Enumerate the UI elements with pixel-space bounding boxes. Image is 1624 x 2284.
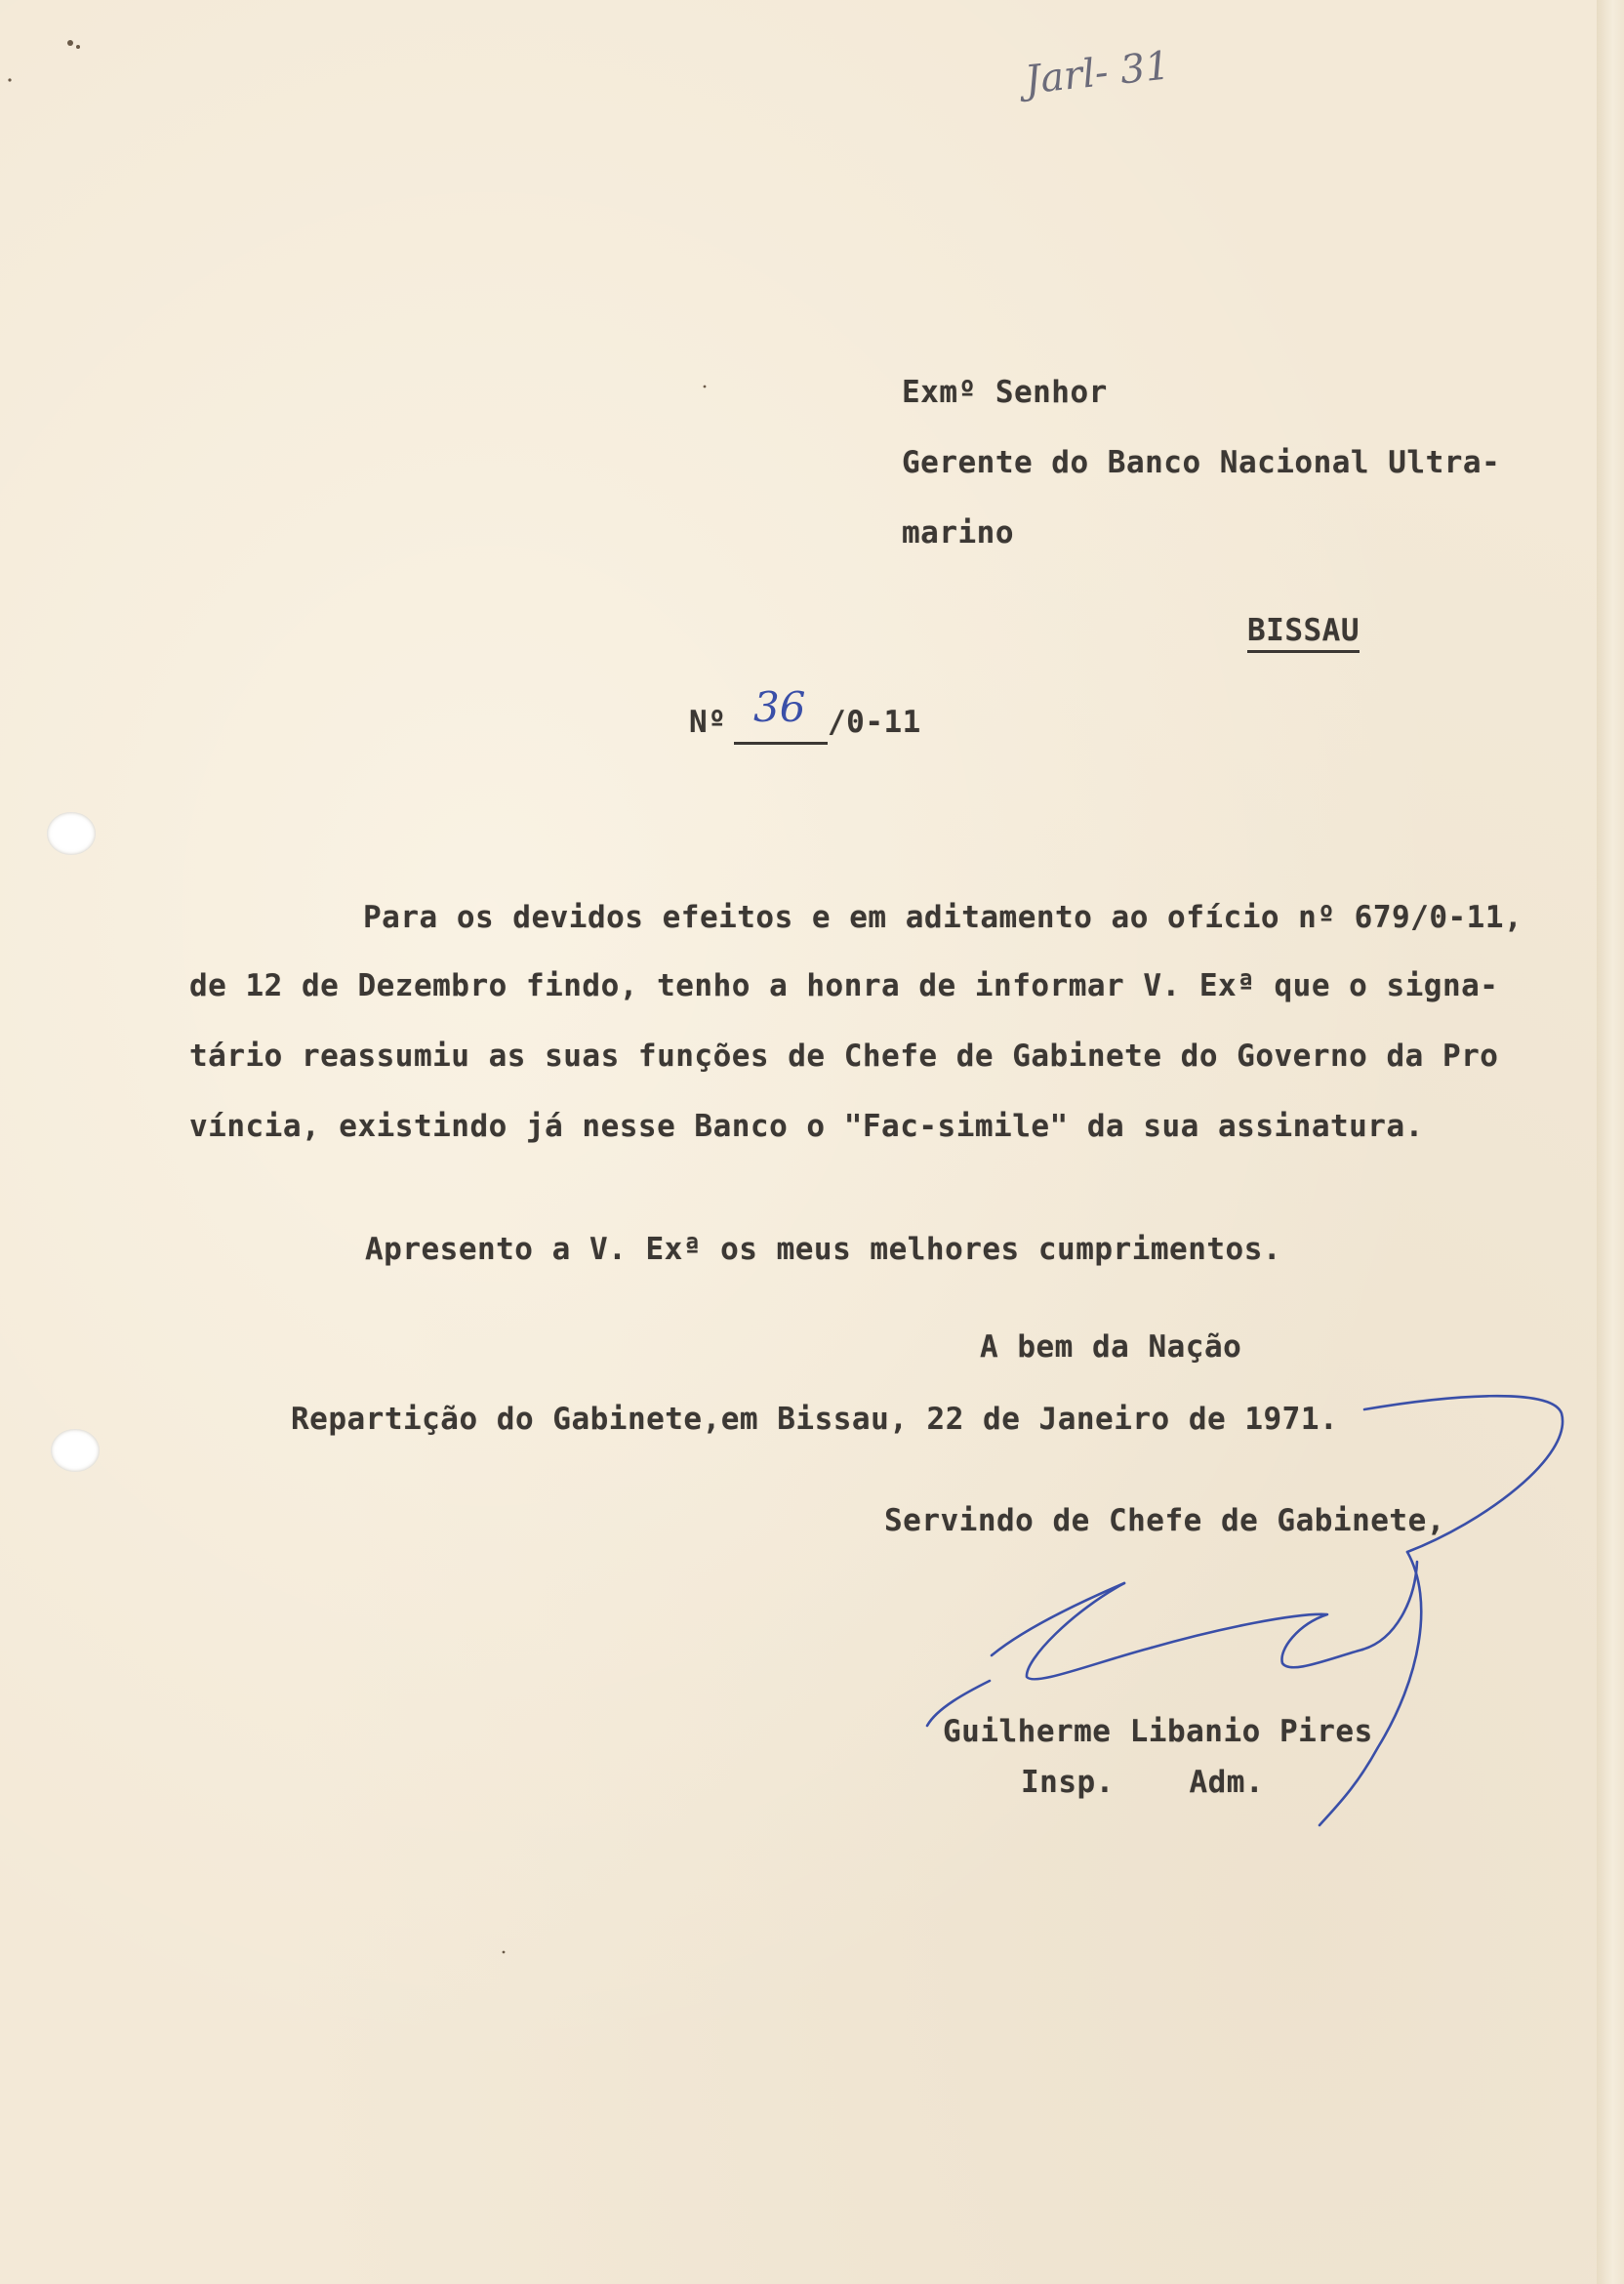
addressee-line-1: Gerente do Banco Nacional Ultra- [902,445,1501,480]
body-line-4: víncia, existindo já nesse Banco o "Fac-simile" da sua assinatura. [189,1109,1424,1144]
signature-strokes [927,1396,1563,1825]
reference-number: 36 [753,683,806,731]
closing-motto: A bem da Nação [980,1329,1242,1365]
reference-number-line [734,742,828,745]
punch-hole-top [47,812,96,855]
place-date-line: Repartição do Gabinete,em Bissau, 22 de Janeiro de 1971. [291,1402,1339,1437]
addressee-line-2: marino [902,515,1014,551]
salutation: Exmº Senhor [902,375,1108,410]
addressee-city: BISSAU [1247,613,1360,653]
signatory-name: Guilherme Libanio Pires [943,1714,1373,1749]
reference-prefix: Nº [689,705,727,740]
archive-note: Jarl- 31 [1023,43,1172,103]
signatory-role: Servindo de Chefe de Gabinete, [884,1503,1445,1538]
body-line-3: tário reassumiu as suas funções de Chefe de Gabinete do Governo da Pro [189,1039,1499,1074]
body-line-2: de 12 de Dezembro findo, tenho a honra de informar V. Exª que o signa- [189,968,1499,1003]
paper-edge [1597,0,1624,2284]
body-line-1: Para os devidos efeitos e em aditamento ao ofício nº 679/0-11, [363,900,1523,935]
reference-suffix: /0-11 [828,705,921,740]
signatory-title: Insp. Adm. [1021,1765,1265,1800]
punch-hole-bottom [51,1429,100,1472]
greeting-line: Apresento a V. Exª os meus melhores cumprimentos. [365,1232,1282,1267]
